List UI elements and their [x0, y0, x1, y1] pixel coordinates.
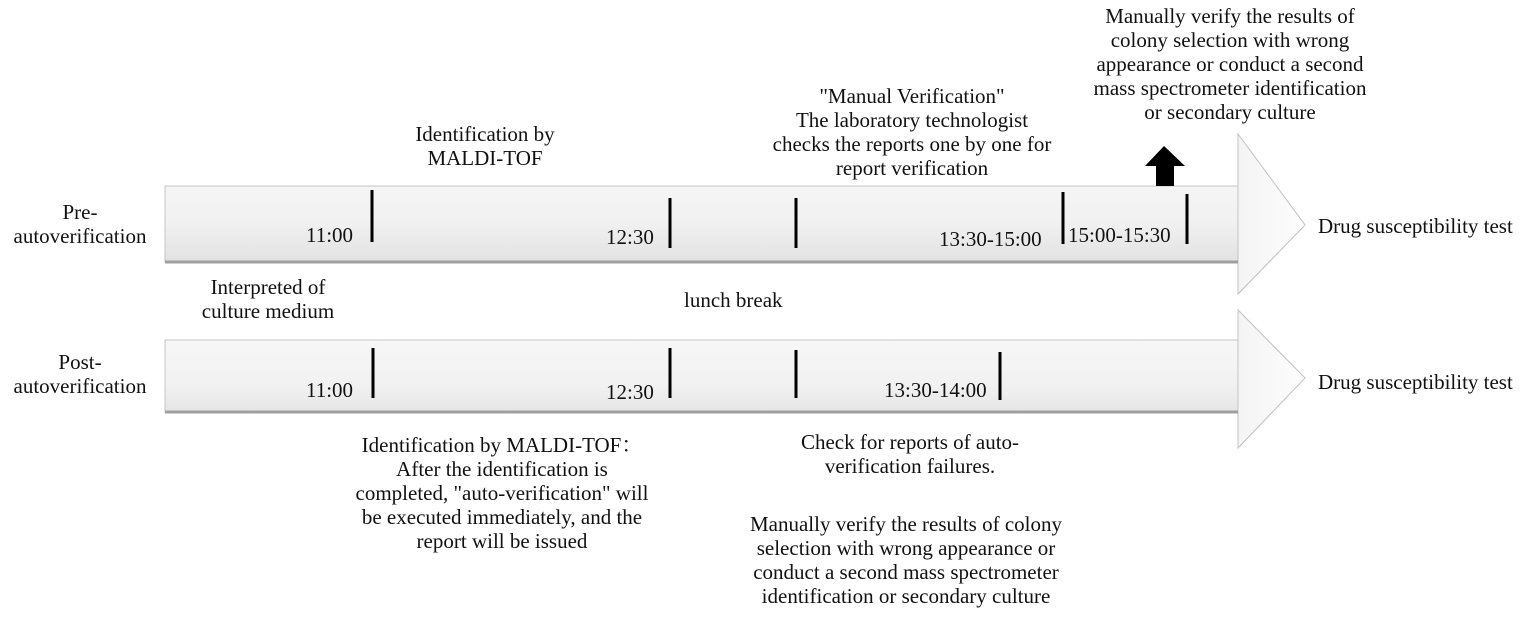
- pre-manual-verification-note: [742, 84, 1082, 180]
- interpreted-line2: culture medium: [201, 299, 335, 323]
- pre-colony-check-note: [1070, 4, 1390, 124]
- pre-manual-line3: checks the reports one by one for: [772, 132, 1052, 156]
- post-failures-line1: Check for reports of auto-: [800, 430, 1020, 454]
- pre-time-1500-1530: 15:00-15:30: [1068, 223, 1171, 247]
- pre-identification-note: [370, 122, 600, 170]
- post-identification-line4: be executed immediately, and the: [361, 505, 643, 529]
- pre-manual-line1: "Manual Verification": [819, 84, 1005, 108]
- post-failures-note: [760, 430, 1060, 478]
- post-row-label-line1: Post-: [58, 350, 102, 374]
- post-colony-line4: identification or secondary culture: [761, 584, 1051, 608]
- pre-time-1100: 11:00: [306, 223, 354, 247]
- post-row-label-line2: autoverification: [13, 374, 147, 398]
- post-row-label: [0, 350, 160, 398]
- pre-manual-line4: report verification: [835, 156, 989, 180]
- pre-end-label: Drug susceptibility test: [1318, 214, 1513, 238]
- pre-identification-line2: MALDI-TOF: [427, 146, 543, 170]
- pre-identification-line1: Identification by: [415, 122, 555, 146]
- post-colony-line2: selection with wrong appearance or: [756, 536, 1056, 560]
- post-colony-line1: Manually verify the results of colony: [749, 512, 1062, 536]
- pre-row-label-line2: autoverification: [13, 224, 147, 248]
- pre-time-1330-1500: 13:30-15:00: [939, 227, 1042, 251]
- pre-colony-line5: or secondary culture: [1144, 100, 1316, 124]
- pre-row-label-line1: Pre-: [62, 200, 98, 224]
- post-time-1230: 12:30: [606, 380, 654, 404]
- post-identification-line5: report will be issued: [416, 529, 588, 553]
- post-identification-note: [328, 433, 676, 553]
- post-time-1330-1400: 13:30-14:00: [884, 378, 987, 402]
- post-identification-line3: completed, "auto-verification" will: [355, 481, 649, 505]
- post-failures-line2: verification failures.: [824, 454, 996, 478]
- pre-colony-line2: colony selection with wrong: [1110, 28, 1350, 52]
- pre-colony-line4: mass spectrometer identification: [1093, 76, 1367, 100]
- post-end-label: Drug susceptibility test: [1318, 370, 1513, 394]
- post-colony-line3: conduct a second mass spectrometer: [753, 560, 1059, 584]
- pre-colony-line3: appearance or conduct a second: [1096, 52, 1364, 76]
- post-identification-line2: After the identification is: [396, 457, 608, 481]
- pre-time-1230: 12:30: [606, 225, 654, 249]
- post-time-1100: 11:00: [306, 378, 354, 402]
- post-colony-check-note: [716, 512, 1096, 608]
- interpreted-note: [178, 275, 358, 323]
- pre-row-label: [0, 200, 160, 248]
- post-identification-line1: Identification by MALDI-TOF：: [361, 433, 643, 457]
- lunch-break-note: lunch break: [684, 288, 783, 312]
- pre-manual-line2: The laboratory technologist: [795, 108, 1029, 132]
- interpreted-line1: Interpreted of: [210, 275, 326, 299]
- pre-colony-line1: Manually verify the results of: [1105, 4, 1355, 28]
- up-arrow-icon: [1145, 146, 1185, 186]
- pre-timeline-arrow: [165, 134, 1305, 294]
